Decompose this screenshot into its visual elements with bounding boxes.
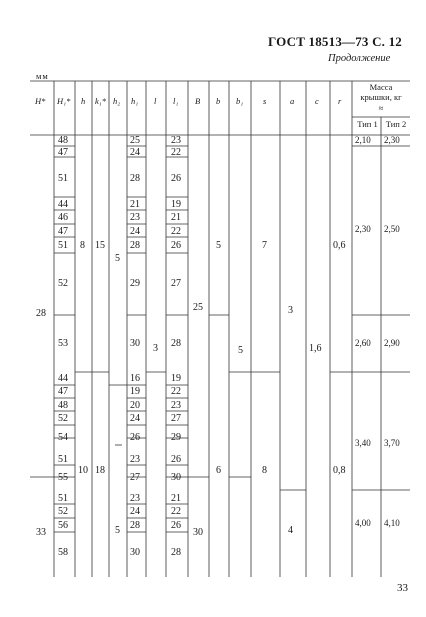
H1-value: 58 [58, 547, 68, 558]
col-header-b: b [216, 96, 221, 106]
H1-value: 54 [58, 432, 68, 443]
l1-value: 19 [171, 199, 181, 210]
mass-type1-value: 3,40 [355, 438, 371, 448]
mass-type2-value: 2,50 [384, 224, 400, 234]
l1-value: 30 [171, 472, 181, 483]
col-header-c: c [315, 96, 319, 106]
h1-value: 24 [130, 226, 140, 237]
l1-value: 28 [171, 547, 181, 558]
H1-value: 53 [58, 338, 68, 349]
l1-value: 23 [171, 135, 181, 146]
l1-value: 22 [171, 506, 181, 517]
h-value: 10 [78, 465, 88, 476]
unit-label: мм [36, 71, 49, 81]
page-number: 33 [397, 582, 408, 594]
c-value: 1,6 [309, 343, 322, 354]
l1-value: 26 [171, 454, 181, 465]
B-value: 25 [193, 302, 203, 313]
page-header-title: ГОСТ 18513—73 С. 12 [268, 34, 402, 49]
col-header-s: s [263, 96, 267, 106]
H1-value: 44 [58, 199, 68, 210]
h1-value: 20 [130, 400, 140, 411]
a-value: 3 [288, 305, 293, 316]
mass-type2-value: 2,30 [384, 135, 400, 145]
H1-value: 51 [58, 173, 68, 184]
l1-value: 29 [171, 432, 181, 443]
k1-value: 15 [95, 240, 105, 251]
h1-value: 23 [130, 454, 140, 465]
l1-value: 22 [171, 147, 181, 158]
k1-value: 18 [95, 465, 105, 476]
l1-value: 22 [171, 226, 181, 237]
H-value: 28 [36, 308, 46, 319]
H1-value: 51 [58, 493, 68, 504]
mass-type1-value: 2,30 [355, 224, 371, 234]
h1-value: 30 [130, 547, 140, 558]
h1-value: 23 [130, 212, 140, 223]
col-header-r: r [338, 96, 342, 106]
H1-value: 52 [58, 506, 68, 517]
h1-value: 24 [130, 413, 140, 424]
l1-value: 23 [171, 400, 181, 411]
H1-value: 52 [58, 278, 68, 289]
mass-header-mark: ≈ [378, 103, 384, 113]
B-value: 30 [193, 527, 203, 538]
l1-value: 27 [171, 413, 181, 424]
l1-value: 26 [171, 173, 181, 184]
H1-value: 55 [58, 472, 68, 483]
col-header-h1: h₁ [131, 96, 139, 106]
col-header-h: h [81, 96, 86, 106]
h1-value: 23 [130, 493, 140, 504]
l1-value: 26 [171, 240, 181, 251]
h1-value: 19 [130, 386, 140, 397]
h-value: 8 [80, 240, 85, 251]
b-value: 6 [216, 465, 221, 476]
col-header-b1: b₁ [236, 96, 244, 106]
mass-type2-value: 4,10 [384, 518, 400, 528]
h1-value: 28 [130, 173, 140, 184]
H1-value: 48 [58, 135, 68, 146]
continuation-label: Продолжение [328, 53, 391, 64]
type1-header: Тип 1 [357, 119, 378, 129]
type2-header: Тип 2 [385, 119, 407, 129]
h1-value: 21 [130, 199, 140, 210]
H-value: 33 [36, 527, 46, 538]
col-header-h2: h₂ [113, 96, 121, 106]
a-value: 4 [288, 525, 293, 536]
h1-value: 29 [130, 278, 140, 289]
h1-value: 16 [130, 373, 140, 384]
mass-type2-value: 2,90 [384, 338, 400, 348]
h1-value: 28 [130, 520, 140, 531]
h1-value: 28 [130, 240, 140, 251]
H1-value: 48 [58, 400, 68, 411]
l1-value: 22 [171, 386, 181, 397]
col-header-H1: H₁* [57, 96, 71, 106]
h1-value: 27 [130, 472, 140, 483]
l1-value: 26 [171, 520, 181, 531]
col-header-H: H* [35, 96, 46, 106]
col-header-l1: l₁ [173, 96, 179, 106]
l1-value: 19 [171, 373, 181, 384]
col-header-a: a [290, 96, 295, 106]
col-header-l: l [154, 96, 157, 106]
l1-value: 21 [171, 212, 181, 223]
mass-type1-value: 2,10 [355, 135, 371, 145]
H1-value: 44 [58, 373, 68, 384]
h1-value: 30 [130, 338, 140, 349]
r-value: 0,8 [333, 465, 346, 476]
mass-type1-value: 4,00 [355, 518, 371, 528]
s-value: 8 [262, 465, 267, 476]
col-header-k1: k₁* [95, 96, 106, 106]
col-header-B: B [195, 96, 201, 106]
H1-value: 51 [58, 240, 68, 251]
h1-value: 25 [130, 135, 140, 146]
H1-value: 51 [58, 454, 68, 465]
H1-value: 52 [58, 413, 68, 424]
h1-value: 24 [130, 147, 140, 158]
h2-value: 5 [115, 525, 120, 536]
H1-value: 47 [58, 226, 68, 237]
s-value: 7 [262, 240, 267, 251]
l1-value: 21 [171, 493, 181, 504]
mass-header: Масса крышки, кг [360, 82, 402, 102]
b-value: 5 [238, 345, 243, 356]
h2-value: 5 [115, 253, 120, 264]
l1-value: 28 [171, 338, 181, 349]
H1-value: 47 [58, 386, 68, 397]
r-value: 0,6 [333, 240, 346, 251]
mass-type1-value: 2,60 [355, 338, 371, 348]
H1-value: 46 [58, 212, 68, 223]
H1-value: 47 [58, 147, 68, 158]
b-value: 5 [216, 240, 221, 251]
l-value: 3 [153, 343, 158, 354]
h1-value: 24 [130, 506, 140, 517]
l1-value: 27 [171, 278, 181, 289]
h1-value: 26 [130, 432, 140, 443]
mass-type2-value: 3,70 [384, 438, 400, 448]
H1-value: 56 [58, 520, 68, 531]
